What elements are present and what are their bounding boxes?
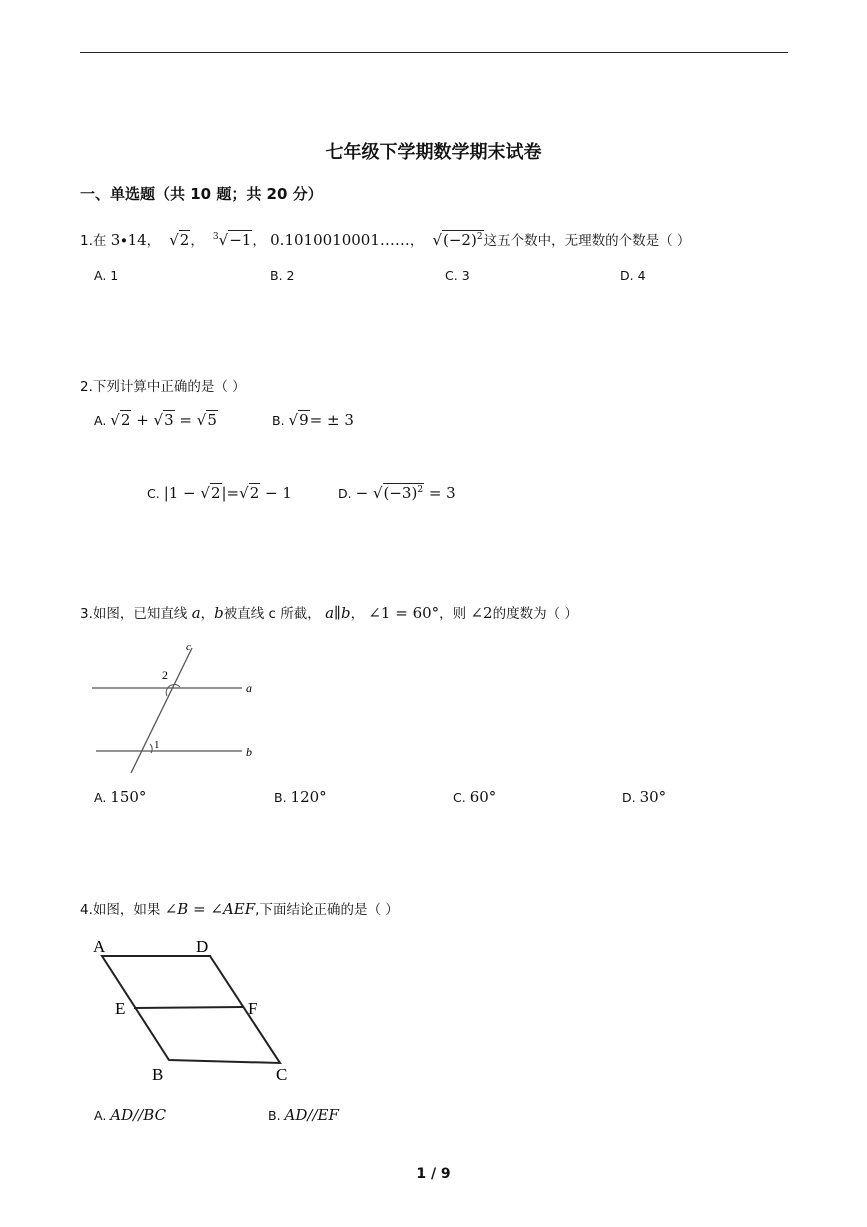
label-1: 1 bbox=[154, 739, 160, 751]
q2-option-d[interactable]: D. − $√(-3)^2 = 3$ bbox=[338, 484, 456, 502]
q1-option-a[interactable]: A. 1 bbox=[94, 268, 119, 283]
page-title: 七年级下学期数学期末试卷 bbox=[325, 142, 542, 163]
q2-option-a[interactable]: A. √2 + √3 = √5 bbox=[94, 411, 217, 429]
question-4-stem: 4.如图，如果 ∠B = ∠AEF,下面结论正确的是（ ） bbox=[80, 900, 399, 918]
q3-option-a[interactable]: A. 150° bbox=[94, 788, 147, 806]
vertex-a: A bbox=[93, 937, 106, 956]
q1-decimal: 0.1010010001…… bbox=[270, 231, 410, 249]
q1-option-d[interactable]: D. 4 bbox=[620, 268, 646, 283]
q4-option-b[interactable]: B. AD//EF bbox=[268, 1106, 339, 1124]
q1-option-b[interactable]: B. 2 bbox=[270, 268, 295, 283]
segment-ef bbox=[134, 1007, 243, 1008]
vertex-f: F bbox=[248, 999, 258, 1018]
vertex-d: D bbox=[196, 937, 209, 956]
q4-figure-parallelogram bbox=[88, 930, 308, 1090]
label-b: b bbox=[246, 745, 252, 759]
question-3-stem: 3.如图，已知直线 a，b被直线 c 所截， a∥b， ∠1 = 60°，则 ∠2的度数为（ ） bbox=[80, 604, 578, 622]
q4-option-a[interactable]: A. AD//BC bbox=[94, 1106, 167, 1124]
line-c bbox=[131, 648, 192, 773]
q2-option-b[interactable]: B. √9= ± 3 bbox=[272, 411, 354, 429]
page-number: 1 / 9 bbox=[416, 1166, 451, 1182]
q3-option-c[interactable]: C. 60° bbox=[453, 788, 497, 806]
q1-sqrt-square: $√(-2)^2$ bbox=[427, 231, 483, 249]
q1-cbrt-minus1: $^3$√−1 bbox=[212, 231, 252, 249]
question-2-stem: 2.下列计算中正确的是（ ） bbox=[80, 379, 246, 395]
q3-option-b[interactable]: B. 120° bbox=[274, 788, 327, 806]
vertex-b: B bbox=[152, 1065, 164, 1084]
q1-sqrt2: √2 bbox=[164, 231, 190, 249]
label-a: a bbox=[246, 681, 252, 695]
header-rule bbox=[80, 52, 788, 53]
q3-figure-parallel-lines bbox=[88, 640, 268, 780]
vertex-e: E bbox=[115, 999, 126, 1018]
section-heading: 一、单选题（共 10 题；共 20 分） bbox=[80, 185, 323, 203]
q2-option-c[interactable]: C. |1 − √2|=√2 − 1 bbox=[147, 484, 292, 502]
q3-option-d[interactable]: D. 30° bbox=[622, 788, 667, 806]
label-c: c bbox=[186, 641, 191, 653]
q1-number-314: 3∙14 bbox=[110, 231, 147, 249]
vertex-c: C bbox=[276, 1065, 288, 1084]
angle-1-arc bbox=[150, 744, 152, 753]
label-2: 2 bbox=[162, 668, 168, 682]
q1-option-c[interactable]: C. 3 bbox=[445, 268, 470, 283]
question-1-stem: 1.在 3∙14， √2， $^3$√−1， 0.1010010001……， $√(-2)^2$这五个数中，无理数的个数是（ ） bbox=[80, 231, 691, 249]
